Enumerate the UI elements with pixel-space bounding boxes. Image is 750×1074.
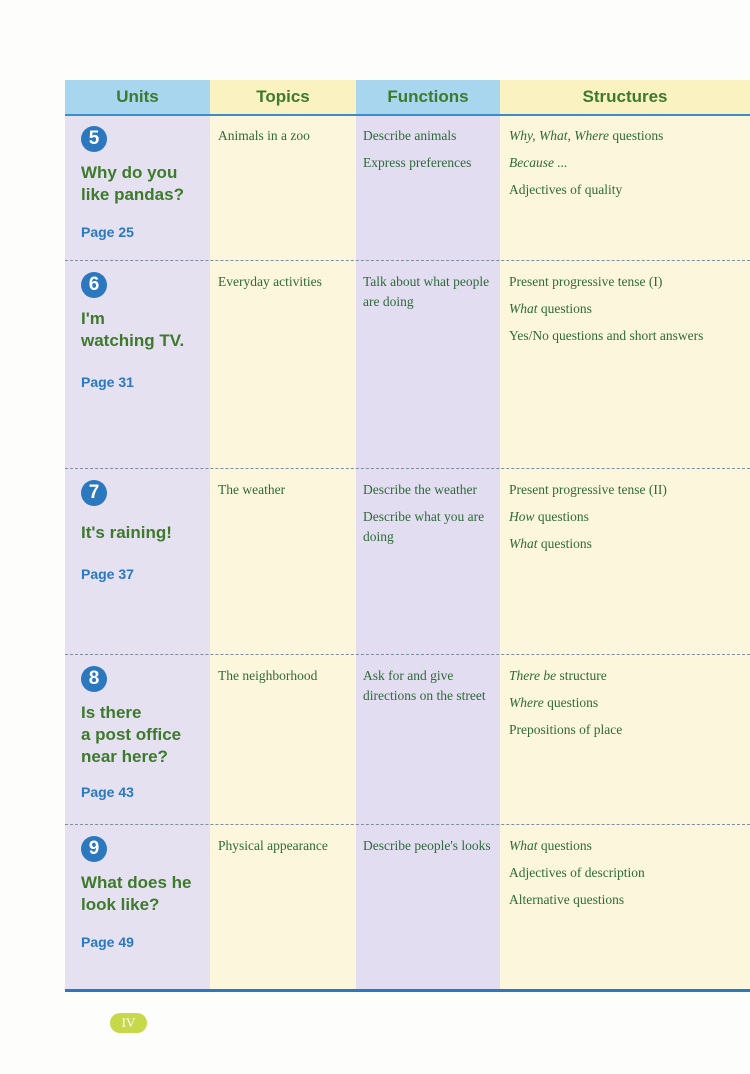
unit-page-link[interactable]: Page 25 bbox=[81, 224, 134, 240]
structure-item bbox=[509, 693, 747, 713]
structure-keyword: There be bbox=[509, 668, 557, 683]
unit-page-link[interactable]: Page 31 bbox=[81, 374, 134, 390]
structure-text: Present progressive tense (II) bbox=[509, 482, 667, 497]
structure-item bbox=[509, 534, 747, 554]
function-item: Describe what you are doing bbox=[363, 509, 485, 544]
unit-row-6 bbox=[65, 260, 750, 468]
function-item: Express preferences bbox=[363, 155, 472, 170]
structure-keyword: How bbox=[509, 509, 535, 524]
structures-cell bbox=[509, 480, 747, 561]
functions-cell bbox=[363, 126, 495, 180]
unit-row-8 bbox=[65, 654, 750, 824]
structures-cell bbox=[509, 836, 747, 917]
structure-item bbox=[509, 480, 747, 500]
bottom-rule bbox=[65, 989, 750, 992]
function-item: Talk about what people are doing bbox=[363, 274, 490, 309]
topic-text: The weather bbox=[218, 482, 286, 497]
structure-text: Alternative questions bbox=[509, 892, 625, 907]
structure-text: Adjectives of quality bbox=[509, 182, 623, 197]
structure-item bbox=[509, 507, 747, 527]
functions-cell bbox=[363, 480, 495, 554]
topic-text: Animals in a zoo bbox=[218, 128, 310, 143]
structure-text: questions bbox=[537, 838, 592, 853]
functions-cell bbox=[363, 836, 495, 863]
structure-text: questions bbox=[537, 301, 592, 316]
structure-keyword: What bbox=[509, 301, 538, 316]
structure-text: Adjectives of description bbox=[509, 865, 645, 880]
structure-item bbox=[509, 272, 747, 292]
structure-item bbox=[509, 666, 747, 686]
structure-text: questions bbox=[608, 128, 664, 143]
unit-number-badge: 7 bbox=[81, 480, 107, 506]
function-item: Describe the weather bbox=[363, 482, 477, 497]
table-header bbox=[65, 80, 750, 114]
unit-page-link[interactable]: Page 37 bbox=[81, 566, 134, 582]
structure-item bbox=[509, 720, 747, 740]
structures-cell bbox=[509, 126, 747, 207]
structure-item bbox=[509, 836, 747, 856]
structure-keyword: Because ... bbox=[509, 155, 568, 170]
unit-title: I'm watching TV. bbox=[81, 309, 185, 350]
structure-text: Prepositions of place bbox=[509, 722, 623, 737]
unit-page-link[interactable]: Page 49 bbox=[81, 934, 134, 950]
function-item: Ask for and give directions on the street bbox=[363, 668, 486, 703]
structure-text: Present progressive tense (I) bbox=[509, 274, 663, 289]
functions-cell bbox=[363, 666, 495, 713]
structure-text: questions bbox=[534, 509, 589, 524]
unit-row-7 bbox=[65, 468, 750, 654]
structure-text: questions bbox=[537, 536, 592, 551]
header-topics: Topics bbox=[210, 80, 356, 114]
structure-text: questions bbox=[543, 695, 599, 710]
structure-item bbox=[509, 863, 747, 883]
structures-cell bbox=[509, 666, 747, 747]
topic-text: Everyday activities bbox=[218, 274, 322, 289]
unit-number-badge: 8 bbox=[81, 666, 107, 692]
topic-text: The neighborhood bbox=[218, 668, 318, 683]
page-number-badge: IV bbox=[110, 1013, 147, 1033]
unit-title: Is there a post office near here? bbox=[81, 703, 182, 766]
structures-cell bbox=[509, 272, 747, 353]
header-functions: Functions bbox=[356, 80, 500, 114]
table-of-contents bbox=[65, 80, 750, 990]
header-structures: Structures bbox=[500, 80, 750, 114]
unit-number-badge: 9 bbox=[81, 836, 107, 862]
unit-title: It's raining! bbox=[81, 523, 172, 542]
structure-item bbox=[509, 299, 747, 319]
unit-row-5 bbox=[65, 114, 750, 260]
structure-keyword: What bbox=[509, 838, 538, 853]
structure-keyword: Why, What, Where bbox=[509, 128, 609, 143]
unit-title: What does he look like? bbox=[81, 873, 192, 914]
functions-cell bbox=[363, 272, 495, 319]
topic-text: Physical appearance bbox=[218, 838, 328, 853]
function-item: Describe animals bbox=[363, 128, 457, 143]
structure-text: Yes/No questions and short answers bbox=[509, 328, 704, 343]
structure-item bbox=[509, 326, 747, 346]
unit-number-badge: 6 bbox=[81, 272, 107, 298]
unit-row-9 bbox=[65, 824, 750, 990]
unit-title: Why do you like pandas? bbox=[81, 163, 184, 204]
function-item: Describe people's looks bbox=[363, 838, 491, 853]
structure-keyword: Where bbox=[509, 695, 544, 710]
unit-page-link[interactable]: Page 43 bbox=[81, 784, 134, 800]
structure-item bbox=[509, 890, 747, 910]
structure-text: structure bbox=[556, 668, 607, 683]
structure-item bbox=[509, 126, 747, 146]
structure-item bbox=[509, 180, 747, 200]
structure-keyword: What bbox=[509, 536, 538, 551]
unit-number-badge: 5 bbox=[81, 126, 107, 152]
header-units: Units bbox=[65, 80, 210, 114]
structure-item bbox=[509, 153, 747, 173]
